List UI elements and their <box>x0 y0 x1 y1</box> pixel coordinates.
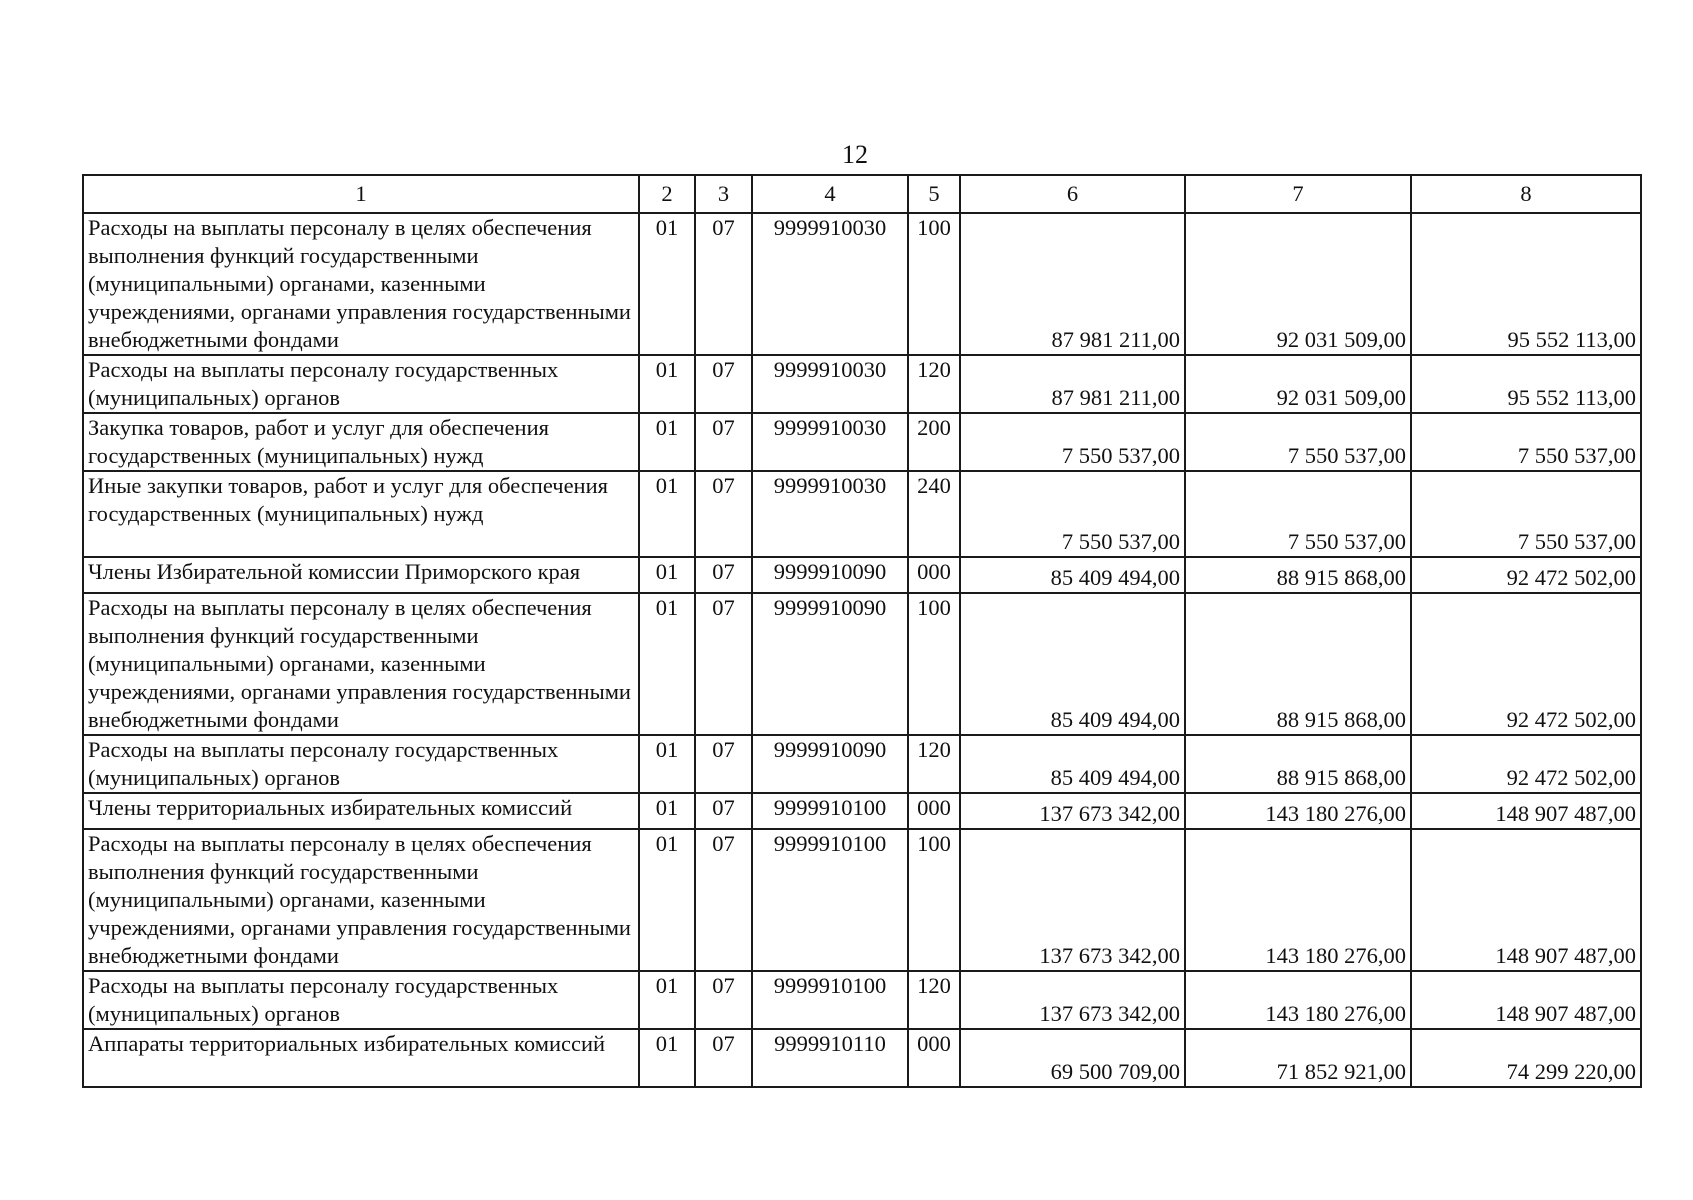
table-row <box>83 557 1641 593</box>
row-amount-1: 137 673 342,00 <box>960 971 1185 1029</box>
row-target-code: 9999910090 <box>752 557 908 593</box>
row-target-code: 9999910100 <box>752 829 908 971</box>
row-amount-1: 7 550 537,00 <box>960 413 1185 471</box>
row-section: 01 <box>639 829 695 971</box>
row-section: 01 <box>639 1029 695 1087</box>
row-amount-2: 88 915 868,00 <box>1185 557 1411 593</box>
page-number: 12 <box>842 140 868 169</box>
table-row <box>83 829 1641 971</box>
table-row <box>83 355 1641 413</box>
row-amount-2: 143 180 276,00 <box>1185 793 1411 829</box>
row-amount-2: 88 915 868,00 <box>1185 735 1411 793</box>
row-section: 01 <box>639 413 695 471</box>
row-amount-2: 143 180 276,00 <box>1185 971 1411 1029</box>
header-cell: 7 <box>1185 175 1411 213</box>
row-amount-1: 87 981 211,00 <box>960 355 1185 413</box>
row-name: Иные закупки товаров, работ и услуг для обеспечения государственных (муниципальных) нужд <box>83 471 639 557</box>
row-subsection: 07 <box>695 735 752 793</box>
table-row <box>83 213 1641 355</box>
row-subsection: 07 <box>695 593 752 735</box>
row-subsection: 07 <box>695 213 752 355</box>
row-amount-1: 137 673 342,00 <box>960 793 1185 829</box>
header-cell: 1 <box>83 175 639 213</box>
row-amount-3: 92 472 502,00 <box>1411 557 1641 593</box>
row-amount-3: 92 472 502,00 <box>1411 593 1641 735</box>
row-name: Расходы на выплаты персоналу в целях обеспечения выполнения функций государственными (муниципальными) органами, казенными учреждениями, органами управления государственными внебюджетными фондами <box>83 213 639 355</box>
row-expense-type: 000 <box>908 1029 960 1087</box>
row-section: 01 <box>639 471 695 557</box>
row-section: 01 <box>639 593 695 735</box>
row-section: 01 <box>639 355 695 413</box>
row-amount-3: 74 299 220,00 <box>1411 1029 1641 1087</box>
row-subsection: 07 <box>695 413 752 471</box>
row-expense-type: 120 <box>908 355 960 413</box>
row-amount-1: 7 550 537,00 <box>960 471 1185 557</box>
row-target-code: 9999910030 <box>752 471 908 557</box>
row-expense-type: 120 <box>908 971 960 1029</box>
row-subsection: 07 <box>695 557 752 593</box>
row-expense-type: 100 <box>908 213 960 355</box>
row-amount-2: 7 550 537,00 <box>1185 471 1411 557</box>
row-target-code: 9999910030 <box>752 355 908 413</box>
budget-table <box>82 174 1642 1088</box>
row-section: 01 <box>639 557 695 593</box>
row-amount-2: 143 180 276,00 <box>1185 829 1411 971</box>
row-amount-2: 92 031 509,00 <box>1185 355 1411 413</box>
row-name: Расходы на выплаты персоналу государственных (муниципальных) органов <box>83 971 639 1029</box>
row-subsection: 07 <box>695 471 752 557</box>
row-expense-type: 240 <box>908 471 960 557</box>
row-name: Расходы на выплаты персоналу в целях обеспечения выполнения функций государственными (муниципальными) органами, казенными учреждениями, органами управления государственными внебюджетными фондами <box>83 593 639 735</box>
header-cell: 8 <box>1411 175 1641 213</box>
row-amount-3: 7 550 537,00 <box>1411 413 1641 471</box>
row-expense-type: 100 <box>908 593 960 735</box>
row-expense-type: 200 <box>908 413 960 471</box>
row-amount-2: 71 852 921,00 <box>1185 1029 1411 1087</box>
table-row <box>83 1029 1641 1087</box>
row-target-code: 9999910090 <box>752 593 908 735</box>
table-row <box>83 471 1641 557</box>
row-name: Закупка товаров, работ и услуг для обеспечения государственных (муниципальных) нужд <box>83 413 639 471</box>
row-amount-3: 148 907 487,00 <box>1411 793 1641 829</box>
row-amount-1: 85 409 494,00 <box>960 557 1185 593</box>
header-cell: 5 <box>908 175 960 213</box>
row-amount-2: 92 031 509,00 <box>1185 213 1411 355</box>
table-row <box>83 413 1641 471</box>
header-cell: 2 <box>639 175 695 213</box>
row-target-code: 9999910110 <box>752 1029 908 1087</box>
row-section: 01 <box>639 213 695 355</box>
table-row <box>83 971 1641 1029</box>
row-target-code: 9999910100 <box>752 971 908 1029</box>
row-amount-1: 137 673 342,00 <box>960 829 1185 971</box>
table-row <box>83 735 1641 793</box>
header-cell: 4 <box>752 175 908 213</box>
row-amount-3: 7 550 537,00 <box>1411 471 1641 557</box>
row-name: Члены Избирательной комиссии Приморского края <box>83 557 639 593</box>
row-target-code: 9999910100 <box>752 793 908 829</box>
table-row <box>83 593 1641 735</box>
row-target-code: 9999910090 <box>752 735 908 793</box>
row-amount-1: 69 500 709,00 <box>960 1029 1185 1087</box>
row-amount-3: 95 552 113,00 <box>1411 355 1641 413</box>
row-subsection: 07 <box>695 793 752 829</box>
row-amount-1: 85 409 494,00 <box>960 735 1185 793</box>
row-name: Аппараты территориальных избирательных комиссий <box>83 1029 639 1087</box>
row-subsection: 07 <box>695 355 752 413</box>
table-row <box>83 793 1641 829</box>
row-subsection: 07 <box>695 971 752 1029</box>
row-amount-2: 88 915 868,00 <box>1185 593 1411 735</box>
row-section: 01 <box>639 793 695 829</box>
row-expense-type: 120 <box>908 735 960 793</box>
row-subsection: 07 <box>695 1029 752 1087</box>
table-header-row <box>83 175 1641 213</box>
row-name: Расходы на выплаты персоналу государственных (муниципальных) органов <box>83 355 639 413</box>
row-amount-1: 85 409 494,00 <box>960 593 1185 735</box>
row-amount-2: 7 550 537,00 <box>1185 413 1411 471</box>
row-amount-1: 87 981 211,00 <box>960 213 1185 355</box>
row-amount-3: 148 907 487,00 <box>1411 971 1641 1029</box>
row-expense-type: 100 <box>908 829 960 971</box>
row-section: 01 <box>639 735 695 793</box>
row-name: Расходы на выплаты персоналу в целях обеспечения выполнения функций государственными (муниципальными) органами, казенными учреждениями, органами управления государственными внебюджетными фондами <box>83 829 639 971</box>
row-amount-3: 95 552 113,00 <box>1411 213 1641 355</box>
row-expense-type: 000 <box>908 557 960 593</box>
row-section: 01 <box>639 971 695 1029</box>
row-name: Члены территориальных избирательных комиссий <box>83 793 639 829</box>
row-amount-3: 148 907 487,00 <box>1411 829 1641 971</box>
header-cell: 6 <box>960 175 1185 213</box>
row-target-code: 9999910030 <box>752 213 908 355</box>
header-cell: 3 <box>695 175 752 213</box>
row-target-code: 9999910030 <box>752 413 908 471</box>
row-name: Расходы на выплаты персоналу государственных (муниципальных) органов <box>83 735 639 793</box>
row-amount-3: 92 472 502,00 <box>1411 735 1641 793</box>
row-subsection: 07 <box>695 829 752 971</box>
row-expense-type: 000 <box>908 793 960 829</box>
